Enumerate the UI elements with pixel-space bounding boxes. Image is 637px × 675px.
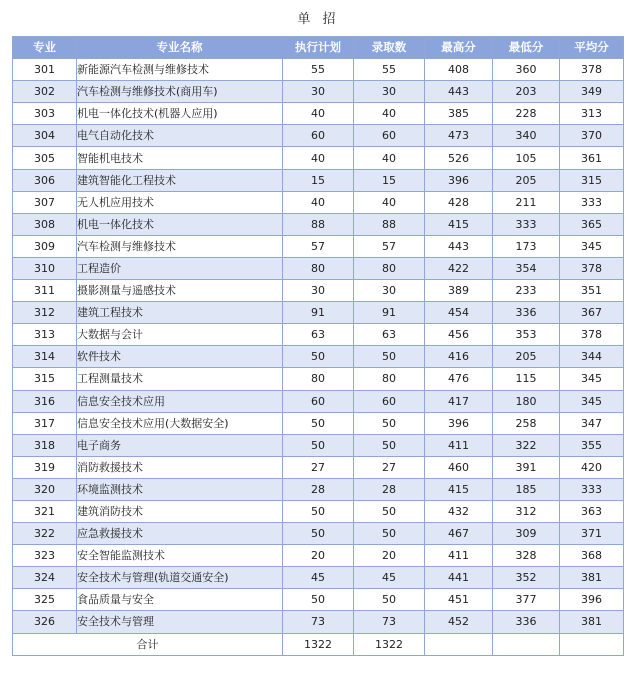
cell-avg: 367	[560, 302, 624, 324]
cell-code: 317	[13, 412, 77, 434]
cell-name: 信息安全技术应用	[77, 390, 283, 412]
cell-name: 智能机电技术	[77, 147, 283, 169]
cell-admitted: 28	[354, 478, 425, 500]
cell-avg: 345	[560, 235, 624, 257]
table-row	[13, 478, 624, 500]
total-empty-avg	[560, 633, 624, 655]
header-avg: 平均分	[560, 37, 624, 59]
cell-min: 328	[493, 545, 560, 567]
cell-min: 258	[493, 412, 560, 434]
cell-plan: 50	[283, 412, 354, 434]
total-admitted: 1322	[354, 633, 425, 655]
cell-max: 416	[425, 346, 493, 368]
cell-min: 180	[493, 390, 560, 412]
header-code: 专业	[13, 37, 77, 59]
header-name: 专业名称	[77, 37, 283, 59]
cell-avg: 365	[560, 213, 624, 235]
admissions-table	[12, 36, 624, 656]
cell-avg: 378	[560, 324, 624, 346]
cell-name: 安全技术与管理	[77, 611, 283, 633]
cell-max: 451	[425, 589, 493, 611]
table-row	[13, 390, 624, 412]
cell-min: 233	[493, 280, 560, 302]
cell-admitted: 45	[354, 567, 425, 589]
cell-max: 432	[425, 500, 493, 522]
table-row	[13, 103, 624, 125]
cell-plan: 50	[283, 500, 354, 522]
cell-admitted: 50	[354, 412, 425, 434]
cell-code: 310	[13, 257, 77, 279]
header-row	[13, 37, 624, 59]
cell-code: 302	[13, 81, 77, 103]
cell-code: 312	[13, 302, 77, 324]
cell-max: 456	[425, 324, 493, 346]
cell-admitted: 40	[354, 103, 425, 125]
total-plan: 1322	[283, 633, 354, 655]
cell-max: 408	[425, 59, 493, 81]
cell-min: 322	[493, 434, 560, 456]
cell-min: 228	[493, 103, 560, 125]
cell-admitted: 57	[354, 235, 425, 257]
cell-code: 304	[13, 125, 77, 147]
total-label: 合计	[13, 633, 283, 655]
cell-plan: 50	[283, 523, 354, 545]
cell-admitted: 55	[354, 59, 425, 81]
cell-plan: 50	[283, 589, 354, 611]
cell-plan: 91	[283, 302, 354, 324]
cell-min: 185	[493, 478, 560, 500]
total-row	[13, 633, 624, 655]
cell-plan: 80	[283, 368, 354, 390]
table-row	[13, 125, 624, 147]
cell-admitted: 80	[354, 368, 425, 390]
cell-code: 319	[13, 456, 77, 478]
cell-plan: 30	[283, 81, 354, 103]
cell-avg: 351	[560, 280, 624, 302]
cell-max: 473	[425, 125, 493, 147]
cell-code: 321	[13, 500, 77, 522]
cell-plan: 80	[283, 257, 354, 279]
cell-min: 105	[493, 147, 560, 169]
cell-max: 443	[425, 235, 493, 257]
cell-plan: 63	[283, 324, 354, 346]
cell-code: 313	[13, 324, 77, 346]
cell-plan: 20	[283, 545, 354, 567]
table-row	[13, 567, 624, 589]
table-row	[13, 611, 624, 633]
cell-name: 汽车检测与维修技术(商用车)	[77, 81, 283, 103]
cell-code: 315	[13, 368, 77, 390]
header-min: 最低分	[493, 37, 560, 59]
cell-max: 476	[425, 368, 493, 390]
cell-admitted: 27	[354, 456, 425, 478]
cell-avg: 361	[560, 147, 624, 169]
table-body	[13, 59, 624, 633]
cell-plan: 73	[283, 611, 354, 633]
table-row	[13, 257, 624, 279]
cell-admitted: 50	[354, 346, 425, 368]
cell-code: 326	[13, 611, 77, 633]
cell-plan: 60	[283, 390, 354, 412]
cell-max: 385	[425, 103, 493, 125]
cell-admitted: 15	[354, 169, 425, 191]
table-row	[13, 147, 624, 169]
cell-max: 422	[425, 257, 493, 279]
cell-code: 303	[13, 103, 77, 125]
cell-avg: 381	[560, 611, 624, 633]
cell-min: 173	[493, 235, 560, 257]
cell-avg: 345	[560, 368, 624, 390]
cell-avg: 333	[560, 478, 624, 500]
total-empty-max	[425, 633, 493, 655]
cell-name: 新能源汽车检测与维修技术	[77, 59, 283, 81]
cell-avg: 378	[560, 59, 624, 81]
table-row	[13, 589, 624, 611]
cell-plan: 30	[283, 280, 354, 302]
cell-name: 建筑工程技术	[77, 302, 283, 324]
cell-code: 318	[13, 434, 77, 456]
table-row	[13, 368, 624, 390]
cell-plan: 45	[283, 567, 354, 589]
cell-name: 工程测量技术	[77, 368, 283, 390]
cell-avg: 381	[560, 567, 624, 589]
cell-name: 信息安全技术应用(大数据安全)	[77, 412, 283, 434]
cell-name: 汽车检测与维修技术	[77, 235, 283, 257]
cell-name: 工程造价	[77, 257, 283, 279]
cell-max: 428	[425, 191, 493, 213]
table-row	[13, 324, 624, 346]
cell-min: 360	[493, 59, 560, 81]
cell-max: 396	[425, 169, 493, 191]
cell-plan: 50	[283, 346, 354, 368]
cell-name: 无人机应用技术	[77, 191, 283, 213]
cell-code: 307	[13, 191, 77, 213]
cell-min: 211	[493, 191, 560, 213]
cell-name: 机电一体化技术	[77, 213, 283, 235]
cell-avg: 420	[560, 456, 624, 478]
cell-avg: 396	[560, 589, 624, 611]
cell-max: 396	[425, 412, 493, 434]
cell-max: 454	[425, 302, 493, 324]
cell-max: 526	[425, 147, 493, 169]
cell-min: 354	[493, 257, 560, 279]
cell-plan: 60	[283, 125, 354, 147]
cell-max: 467	[425, 523, 493, 545]
cell-name: 安全智能监测技术	[77, 545, 283, 567]
header-plan: 执行计划	[283, 37, 354, 59]
cell-name: 电子商务	[77, 434, 283, 456]
cell-min: 115	[493, 368, 560, 390]
table-row	[13, 412, 624, 434]
table-row	[13, 434, 624, 456]
cell-avg: 378	[560, 257, 624, 279]
cell-avg: 347	[560, 412, 624, 434]
cell-code: 311	[13, 280, 77, 302]
cell-admitted: 60	[354, 125, 425, 147]
table-row	[13, 191, 624, 213]
cell-avg: 355	[560, 434, 624, 456]
cell-plan: 28	[283, 478, 354, 500]
cell-admitted: 50	[354, 500, 425, 522]
cell-min: 377	[493, 589, 560, 611]
cell-avg: 345	[560, 390, 624, 412]
table-row	[13, 169, 624, 191]
cell-name: 电气自动化技术	[77, 125, 283, 147]
cell-min: 309	[493, 523, 560, 545]
cell-avg: 371	[560, 523, 624, 545]
cell-name: 建筑智能化工程技术	[77, 169, 283, 191]
cell-min: 203	[493, 81, 560, 103]
table-row	[13, 213, 624, 235]
cell-name: 软件技术	[77, 346, 283, 368]
table-row	[13, 346, 624, 368]
page-title: 单 招	[297, 12, 340, 27]
cell-admitted: 30	[354, 280, 425, 302]
cell-admitted: 63	[354, 324, 425, 346]
cell-code: 314	[13, 346, 77, 368]
cell-max: 415	[425, 478, 493, 500]
cell-max: 452	[425, 611, 493, 633]
cell-code: 316	[13, 390, 77, 412]
cell-code: 324	[13, 567, 77, 589]
cell-max: 415	[425, 213, 493, 235]
cell-min: 205	[493, 169, 560, 191]
cell-code: 301	[13, 59, 77, 81]
cell-max: 443	[425, 81, 493, 103]
cell-plan: 55	[283, 59, 354, 81]
cell-name: 应急救援技术	[77, 523, 283, 545]
cell-admitted: 80	[354, 257, 425, 279]
cell-avg: 315	[560, 169, 624, 191]
cell-plan: 15	[283, 169, 354, 191]
table-row	[13, 456, 624, 478]
cell-avg: 313	[560, 103, 624, 125]
cell-max: 411	[425, 545, 493, 567]
cell-admitted: 91	[354, 302, 425, 324]
cell-code: 306	[13, 169, 77, 191]
cell-admitted: 20	[354, 545, 425, 567]
cell-max: 389	[425, 280, 493, 302]
cell-plan: 57	[283, 235, 354, 257]
cell-name: 安全技术与管理(轨道交通安全)	[77, 567, 283, 589]
table-row	[13, 81, 624, 103]
cell-avg: 370	[560, 125, 624, 147]
cell-name: 环境监测技术	[77, 478, 283, 500]
table-row	[13, 523, 624, 545]
cell-min: 333	[493, 213, 560, 235]
cell-name: 摄影测量与遥感技术	[77, 280, 283, 302]
cell-admitted: 50	[354, 523, 425, 545]
header-max: 最高分	[425, 37, 493, 59]
cell-min: 340	[493, 125, 560, 147]
cell-code: 305	[13, 147, 77, 169]
cell-min: 352	[493, 567, 560, 589]
cell-max: 460	[425, 456, 493, 478]
cell-name: 建筑消防技术	[77, 500, 283, 522]
cell-code: 322	[13, 523, 77, 545]
table-row	[13, 59, 624, 81]
cell-min: 312	[493, 500, 560, 522]
cell-avg: 363	[560, 500, 624, 522]
cell-min: 353	[493, 324, 560, 346]
cell-code: 320	[13, 478, 77, 500]
cell-avg: 344	[560, 346, 624, 368]
cell-admitted: 50	[354, 589, 425, 611]
cell-min: 205	[493, 346, 560, 368]
cell-admitted: 40	[354, 191, 425, 213]
cell-min: 336	[493, 302, 560, 324]
cell-plan: 40	[283, 191, 354, 213]
cell-code: 308	[13, 213, 77, 235]
cell-max: 441	[425, 567, 493, 589]
table-row	[13, 235, 624, 257]
cell-avg: 333	[560, 191, 624, 213]
cell-name: 机电一体化技术(机器人应用)	[77, 103, 283, 125]
cell-plan: 40	[283, 103, 354, 125]
cell-plan: 50	[283, 434, 354, 456]
cell-code: 325	[13, 589, 77, 611]
cell-name: 消防救援技术	[77, 456, 283, 478]
cell-admitted: 88	[354, 213, 425, 235]
cell-admitted: 50	[354, 434, 425, 456]
cell-name: 食品质量与安全	[77, 589, 283, 611]
cell-min: 336	[493, 611, 560, 633]
table-row	[13, 280, 624, 302]
cell-plan: 40	[283, 147, 354, 169]
total-empty-min	[493, 633, 560, 655]
table-row	[13, 500, 624, 522]
table-row	[13, 545, 624, 567]
cell-admitted: 60	[354, 390, 425, 412]
cell-min: 391	[493, 456, 560, 478]
cell-code: 323	[13, 545, 77, 567]
cell-admitted: 40	[354, 147, 425, 169]
cell-admitted: 73	[354, 611, 425, 633]
cell-code: 309	[13, 235, 77, 257]
cell-max: 417	[425, 390, 493, 412]
cell-max: 411	[425, 434, 493, 456]
header-admitted: 录取数	[354, 37, 425, 59]
cell-avg: 368	[560, 545, 624, 567]
cell-plan: 88	[283, 213, 354, 235]
table-row	[13, 302, 624, 324]
cell-admitted: 30	[354, 81, 425, 103]
cell-plan: 27	[283, 456, 354, 478]
cell-avg: 349	[560, 81, 624, 103]
cell-name: 大数据与会计	[77, 324, 283, 346]
